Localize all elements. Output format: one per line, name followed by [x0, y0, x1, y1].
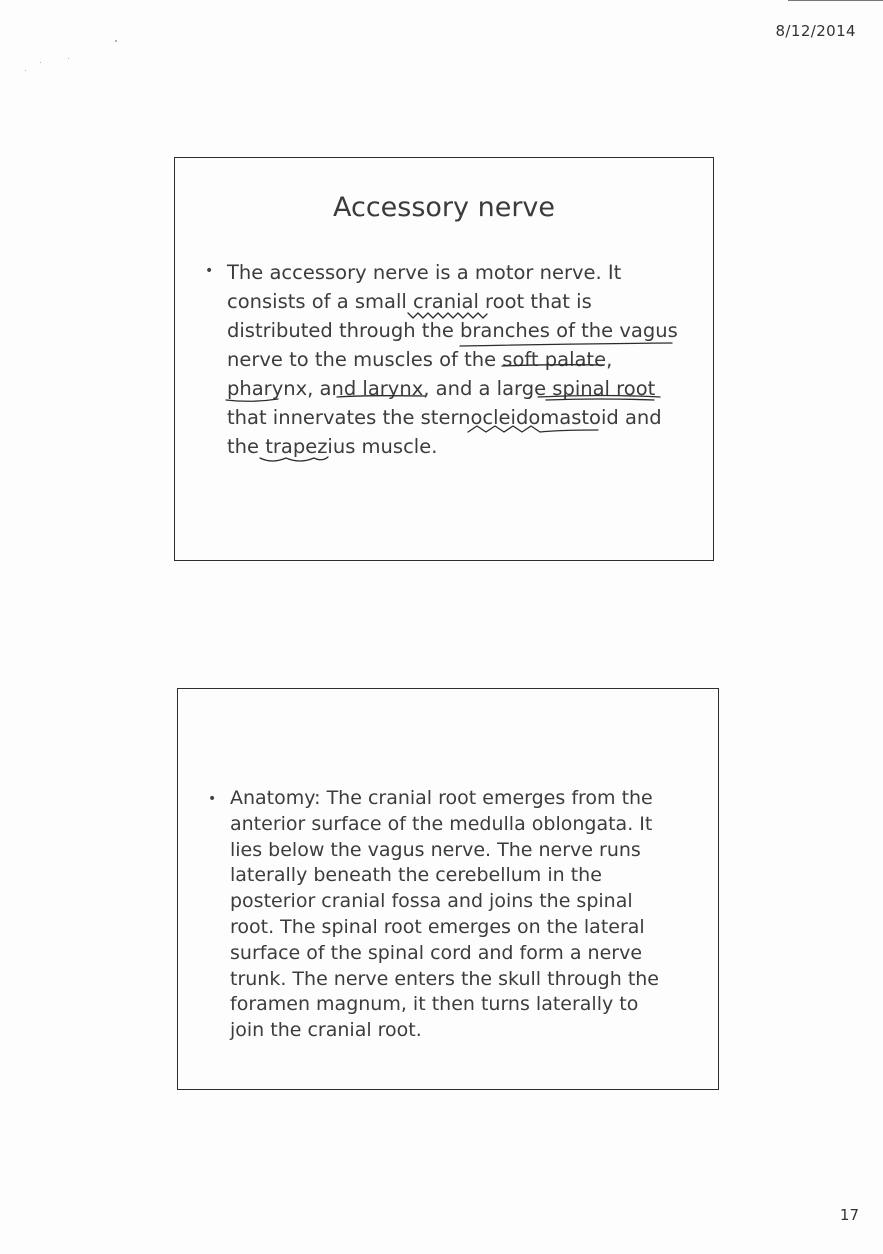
text-line: posterior cranial fossa and joins the spinal [230, 890, 633, 913]
scan-speck [115, 40, 117, 42]
text-line: The accessory nerve is a motor nerve. It [227, 261, 622, 284]
bullet-text [227, 258, 678, 461]
text-line: distributed through the branches of the vagus [227, 319, 678, 342]
slide-accessory-nerve [174, 157, 714, 561]
text-line: root. The spinal root emerges on the lateral [230, 915, 645, 938]
text-line: surface of the spinal cord and form a nerve [230, 941, 643, 964]
text-line: pharynx, and larynx, and a large spinal root [227, 377, 656, 400]
text-line: lies below the vagus nerve. The nerve runs [230, 838, 641, 861]
page-number: 17 [839, 1206, 859, 1224]
slide-anatomy [177, 688, 719, 1090]
scan-speck [25, 70, 26, 71]
scan-speck [68, 58, 69, 59]
top-edge-rule [788, 0, 883, 1]
text-line: the trapezius muscle. [227, 435, 438, 458]
bullet-text [230, 786, 659, 1044]
text-line: join the cranial root. [230, 1019, 422, 1042]
scan-speck [40, 62, 41, 63]
bullet-item [208, 786, 688, 1044]
bullet-dot: • [205, 263, 214, 279]
slide-title: Accessory nerve [332, 192, 556, 223]
bullet-dot: • [208, 791, 217, 807]
text-line: nerve to the muscles of the soft palate, [227, 348, 613, 371]
bullet-item [205, 258, 678, 461]
text-line: trunk. The nerve enters the skull through the [230, 967, 659, 990]
print-date: 8/12/2014 [775, 22, 856, 40]
text-line: laterally beneath the cerebellum in the [230, 864, 602, 887]
text-line: consists of a small cranial root that is [227, 290, 592, 313]
text-line: that innervates the sternocleidomastoid and [227, 406, 662, 429]
text-line: foramen magnum, it then turns laterally to [230, 993, 639, 1016]
text-line: Anatomy: The cranial root emerges from the [230, 787, 653, 809]
text-line: anterior surface of the medulla oblongata. It [230, 812, 653, 835]
